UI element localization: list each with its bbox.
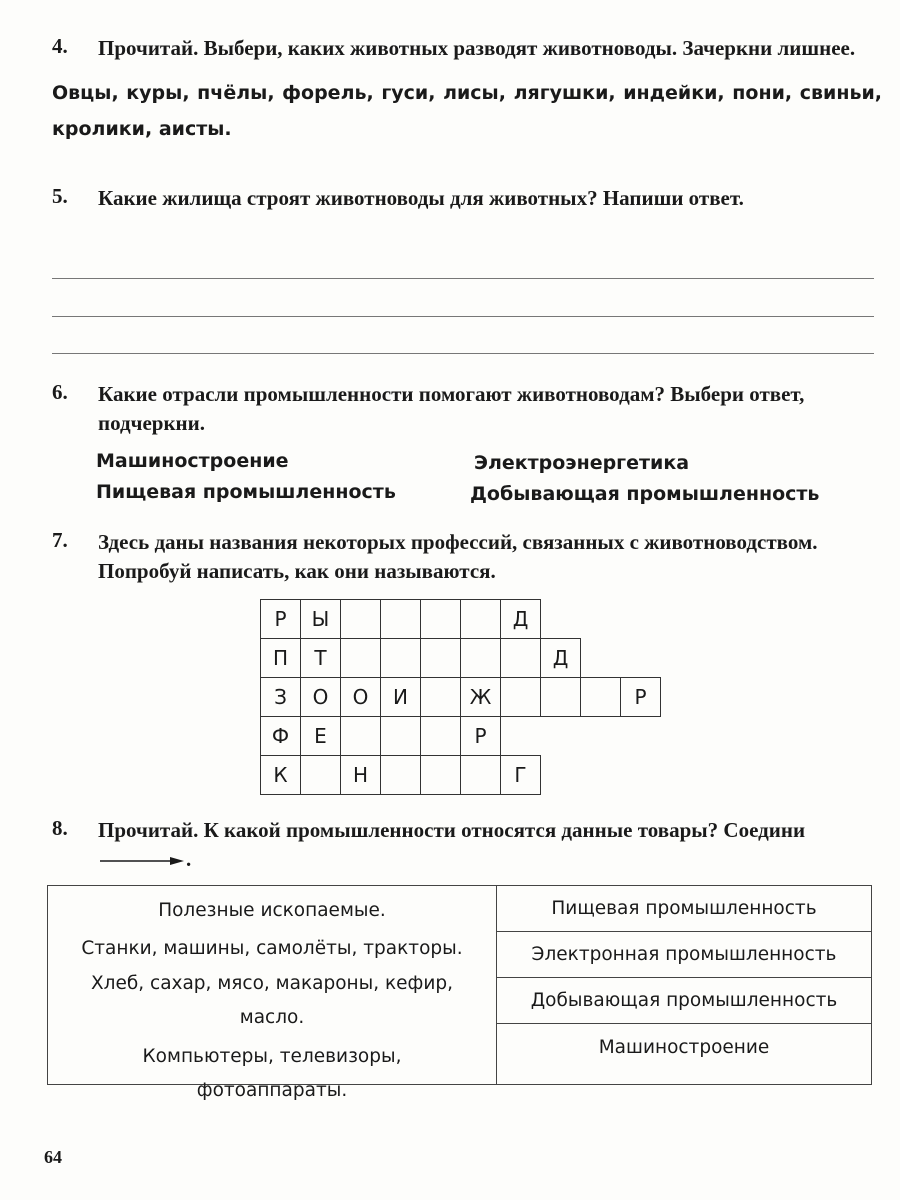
goods-item[interactable]: масло.	[239, 1007, 305, 1028]
question-number: 4.	[52, 34, 68, 58]
question-text-part: Прочитай. К какой промышленности относятся данные товары? Соедини	[98, 818, 806, 842]
question-number: 8.	[52, 816, 68, 840]
answer-line[interactable]	[52, 353, 874, 354]
grid-cell[interactable]: И	[381, 678, 421, 717]
question-text: Какие жилища строят животноводы для животных? Напиши ответ.	[98, 186, 744, 210]
grid-cell[interactable]	[301, 756, 341, 795]
question-text: Здесь даны названия некоторых профессий, связанных с животноводством. Попробуй написать, как они называются.	[98, 530, 818, 583]
crossword-grid	[260, 599, 661, 795]
question-5	[52, 184, 882, 213]
answer-line[interactable]	[52, 316, 874, 317]
industry-option[interactable]: Электроэнергетика	[474, 452, 690, 474]
grid-cell[interactable]: Р	[461, 717, 501, 756]
grid-cell[interactable]: К	[261, 756, 301, 795]
goods-column	[48, 886, 497, 1101]
industry-item[interactable]: Пищевая промышленность	[497, 886, 871, 932]
grid-cell[interactable]: Ы	[301, 600, 341, 639]
grid-cell[interactable]	[381, 639, 421, 678]
grid-cell[interactable]	[541, 678, 581, 717]
grid-cell[interactable]: Ж	[461, 678, 501, 717]
industries-column	[497, 886, 871, 1084]
grid-cell[interactable]	[381, 717, 421, 756]
grid-cell[interactable]: З	[261, 678, 301, 717]
grid-cell[interactable]	[421, 600, 461, 639]
goods-item[interactable]: Хлеб, сахар, мясо, макароны, кефир,	[90, 973, 454, 994]
goods-item[interactable]: фотоаппараты.	[196, 1080, 348, 1101]
grid-cell[interactable]: Д	[541, 639, 581, 678]
grid-cell[interactable]	[581, 678, 621, 717]
arrow-right-icon	[98, 854, 186, 868]
question-number: 7.	[52, 528, 68, 552]
goods-item[interactable]: Полезные ископаемые.	[158, 900, 386, 921]
grid-cell[interactable]	[381, 756, 421, 795]
grid-cell[interactable]	[381, 600, 421, 639]
matching-table	[47, 885, 872, 1101]
industry-option[interactable]: Машиностроение	[96, 450, 289, 472]
question-number: 5.	[52, 184, 68, 208]
goods-item[interactable]: Станки, машины, самолёты, тракторы.	[81, 938, 463, 959]
industry-option[interactable]: Пищевая промышленность	[96, 481, 396, 503]
answer-line[interactable]	[52, 278, 874, 279]
grid-cell[interactable]: О	[301, 678, 341, 717]
grid-cell[interactable]	[421, 756, 461, 795]
question-text: Прочитай. Выбери, каких животных разводят животноводы. Зачеркни лишнее.	[98, 36, 856, 60]
grid-cell[interactable]	[341, 600, 381, 639]
grid-cell[interactable]: Р	[261, 600, 301, 639]
page-number: 64	[44, 1147, 62, 1167]
grid-cell[interactable]: Н	[341, 756, 381, 795]
grid-cell[interactable]: Д	[501, 600, 541, 639]
grid-cell[interactable]	[421, 639, 461, 678]
grid-cell[interactable]	[461, 639, 501, 678]
animals-list: Овцы, куры, пчёлы, форель, гуси, лисы, лягушки, индейки, пони, свиньи, кролики, аисты.	[52, 82, 882, 140]
grid-cell[interactable]: Г	[501, 756, 541, 795]
question-number: 6.	[52, 380, 68, 404]
industry-option[interactable]: Добывающая промышленность	[470, 483, 820, 505]
question-text	[98, 816, 882, 874]
industry-item[interactable]: Добывающая промышленность	[497, 978, 871, 1024]
grid-cell[interactable]	[501, 639, 541, 678]
industry-item[interactable]: Электронная промышленность	[497, 932, 871, 978]
question-6	[52, 380, 882, 438]
grid-cell[interactable]	[461, 600, 501, 639]
goods-item[interactable]: Компьютеры, телевизоры,	[142, 1046, 402, 1067]
grid-cell[interactable]	[341, 717, 381, 756]
grid-cell[interactable]: Т	[301, 639, 341, 678]
grid-cell[interactable]	[421, 717, 461, 756]
question-8	[52, 816, 882, 874]
grid-cell[interactable]	[341, 639, 381, 678]
industry-item[interactable]: Машиностроение	[598, 1036, 770, 1058]
grid-cell[interactable]	[421, 678, 461, 717]
grid-cell[interactable]: П	[261, 639, 301, 678]
grid-cell[interactable]	[461, 756, 501, 795]
grid-cell[interactable]	[501, 678, 541, 717]
grid-cell[interactable]: О	[341, 678, 381, 717]
question-4	[52, 34, 882, 147]
question-7	[52, 528, 882, 586]
grid-cell[interactable]: Е	[301, 717, 341, 756]
question-text: Какие отрасли промышленности помогают животноводам? Выбери ответ, подчеркни.	[98, 382, 805, 435]
question-text-part: .	[186, 847, 192, 871]
grid-cell[interactable]: Р	[621, 678, 661, 717]
grid-cell[interactable]: Ф	[261, 717, 301, 756]
